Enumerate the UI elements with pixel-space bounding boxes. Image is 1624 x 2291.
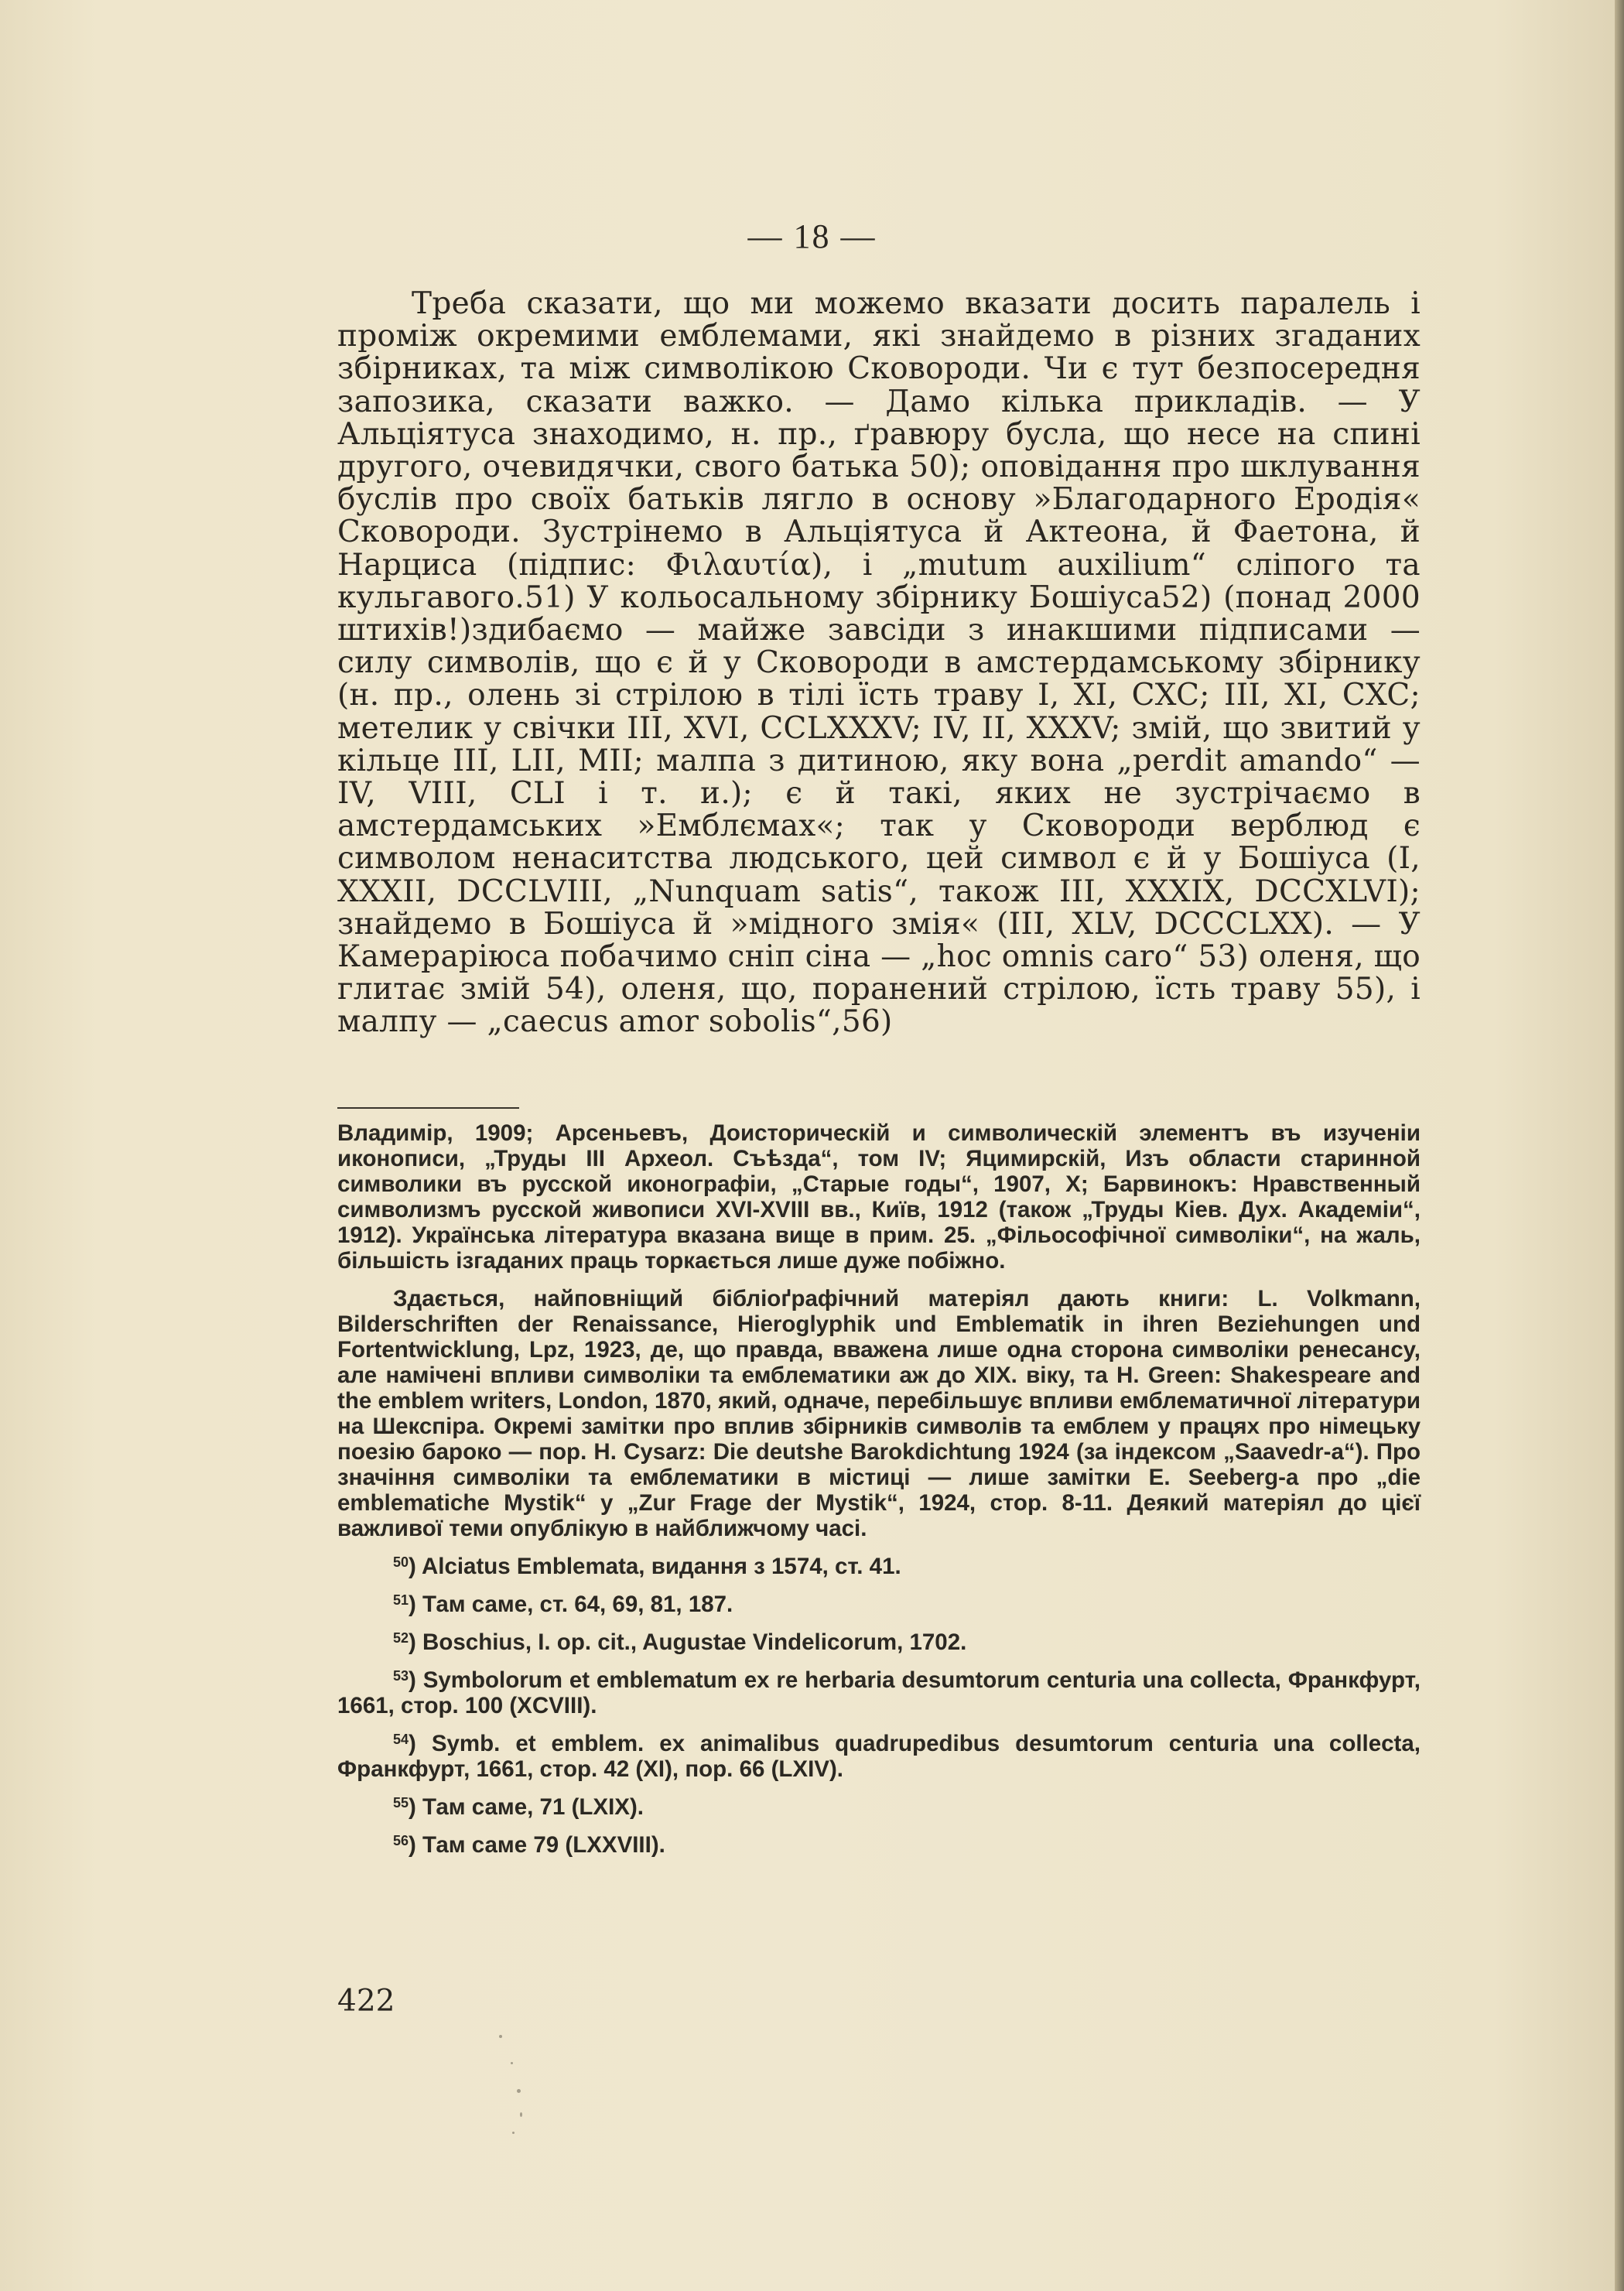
page-number: — 18 — [747,217,877,255]
footnote-mark: 51 [393,1592,409,1608]
footnote-mark: 56 [393,1833,409,1848]
footnote-text: ) Symb. et emblem. ex animalibus quadrupedibus desumtorum centuria una collecta, Франкфурт, 1661, стор. 42 (XI), пор. 66 (LXIV). [337,1731,1421,1782]
footnote-53 [337,1664,1421,1718]
footnote-mark: 50 [393,1554,409,1570]
footnote-mark: 54 [393,1732,409,1747]
paper-speck [520,2112,522,2117]
main-text [337,288,1421,1039]
footnotes-section [337,1120,1421,1858]
paper-speck [517,2089,521,2093]
footnote-text: ) Boschius, I. op. cit., Augustae Vindelicorum, 1702. [409,1629,967,1655]
paper-speck [499,2035,502,2038]
book-spine-edge [1615,0,1624,2291]
footnote-text: ) Там саме 79 (LXXVIII). [409,1832,665,1858]
main-paragraph: Треба сказати, що ми можемо вказати досить паралель і проміж окремими емблемами, які знайдемо в різних згаданих збірниках, та між символікою Сковороди. Чи є тут безпосередня запозика, сказати важко. — Дамо кілька прикладів. — У Альціятуса знаходимо, н. пр., ґравюру бусла, що несе на спині другого, очевидячки, свого батька 50); оповідання про шклування буслів про своїх батьків лягло в основу »Благодарного Еродія« Сковороди. Зустрінемо в Альціятуса й Актеона, й Фаетона, й Нарциса (підпис: Φιλαυτία), і „mutum auxilium“ сліпого та кульгавого.51) У кольосальному збірнику Бошіуса52) (понад 2000 штихів!)здибаємо — майже завсіди з инакшими підписами — силу символів, що є й у Сковороди в амстердамському збірнику (н. пр., олень зі стрілою в тілі їсть траву І, XI, CXC; III, XI, CXC; метелик у свічки III, XVI, CCLXXXV; IV, II, XXXV; змій, що звитий у кільце III, LII, MII; малпа з дитиною, яку вона „perdit amando“ — IV, VIII, CLI і т. и.); є й такі, яких не зустрічаємо в амстердамських »Емблємах«; так у Сковороди верблюд є символом ненаситства людського, цей символ є й у Бошіуса (I, XXXII, DCCLVIII, „Nunquam satis“, також III, XXXIX, DCCXLVI); знайдемо в Бошіуса й »мідного змія« (III, XLV, DCCCLXX). — У Камераріюса побачимо сніп сіна — „hoc omnis caro“ 53) оленя, що глитає змій 54), оленя, що, поранений стрілою, їсть траву 55), і малпу — „caecus amor sobolis“,56) [337,286,1421,1040]
footnote-51 [337,1588,1421,1617]
footnote-50 [337,1550,1421,1579]
footnote-mark: 52 [393,1630,409,1646]
footnote-56 [337,1828,1421,1858]
footnote-rule [337,1107,519,1109]
footnote-text: ) Alciatus Emblemata, видання з 1574, ст. 41. [409,1554,901,1579]
footnote-text: ) Symbolorum et emblematum ex re herbaria desumtorum centuria una collecta, Франкфурт, 1661, стор. 100 (XCVIII). [337,1667,1421,1718]
bottom-page-number: 422 [337,1984,395,2019]
note-continuation: Владимір, 1909; Арсеньевъ, Доисторическій и символическій элементъ въ изученіи иконописи, „Труды III Археол. Съѣзда“, том IV; Яцимирскій, Изъ области старинной символики въ русской иконографіи, „Старые годы“, 1907, X; Барвинокъ: Нравственный символизмъ русской живописи XVI-XVIII вв., Київ, 1912 (також „Труды Кіев. Дух. Академіи“, 1912). Українська лiтература вказана вище в прим. 25. „Фільософічної символіки“, на жаль, більшість ізгаданих праць торкається лише дуже побіжно. [337,1120,1421,1274]
footnote-mark: 55 [393,1795,409,1811]
footnote-55 [337,1790,1421,1820]
paper-speck [511,2062,513,2064]
footnote-54 [337,1727,1421,1782]
note-bibliography: Здається, найповніщий бібліоґрафічний матеріял дають книги: L. Volkmann, Bilderschriften der Renaissance, Hieroglyphik und Emblematik in ihren Beziehungen und Fortentwicklung, Lpz, 1923, де, що правда, вважена лише одна сторона символіки ренесансу, але намічені впливи символіки та емблематики аж до XIX. віку, та H. Green: Shakespeare and the emblem writers, London, 1870, який, одначе, перебільшує впливи емблематичної літератури на Шекспіра. Окремі замітки про вплив збірників символів та емблем у працях про німецьку поезію бароко — пор. H. Cysarz: Die deutshe Barokdichtung 1924 (за індексом „Saavedr-a“). Про значіння символіки та емблематики в містиці — лише замітки E. Seeberg-a про „die emblematiche Mystik“ у „Zur Frage der Mystik“, 1924, стор. 8-11. Деякий матеріял до цієї важливої теми опублікую в найближчому часі. [337,1286,1421,1541]
footnote-text: ) Там саме, ст. 64, 69, 81, 187. [409,1592,733,1617]
footnote-mark: 53 [393,1668,409,1684]
footnote-text: ) Там саме, 71 (LXIX). [409,1794,644,1820]
footnote-52 [337,1626,1421,1655]
paper-speck [512,2132,515,2134]
